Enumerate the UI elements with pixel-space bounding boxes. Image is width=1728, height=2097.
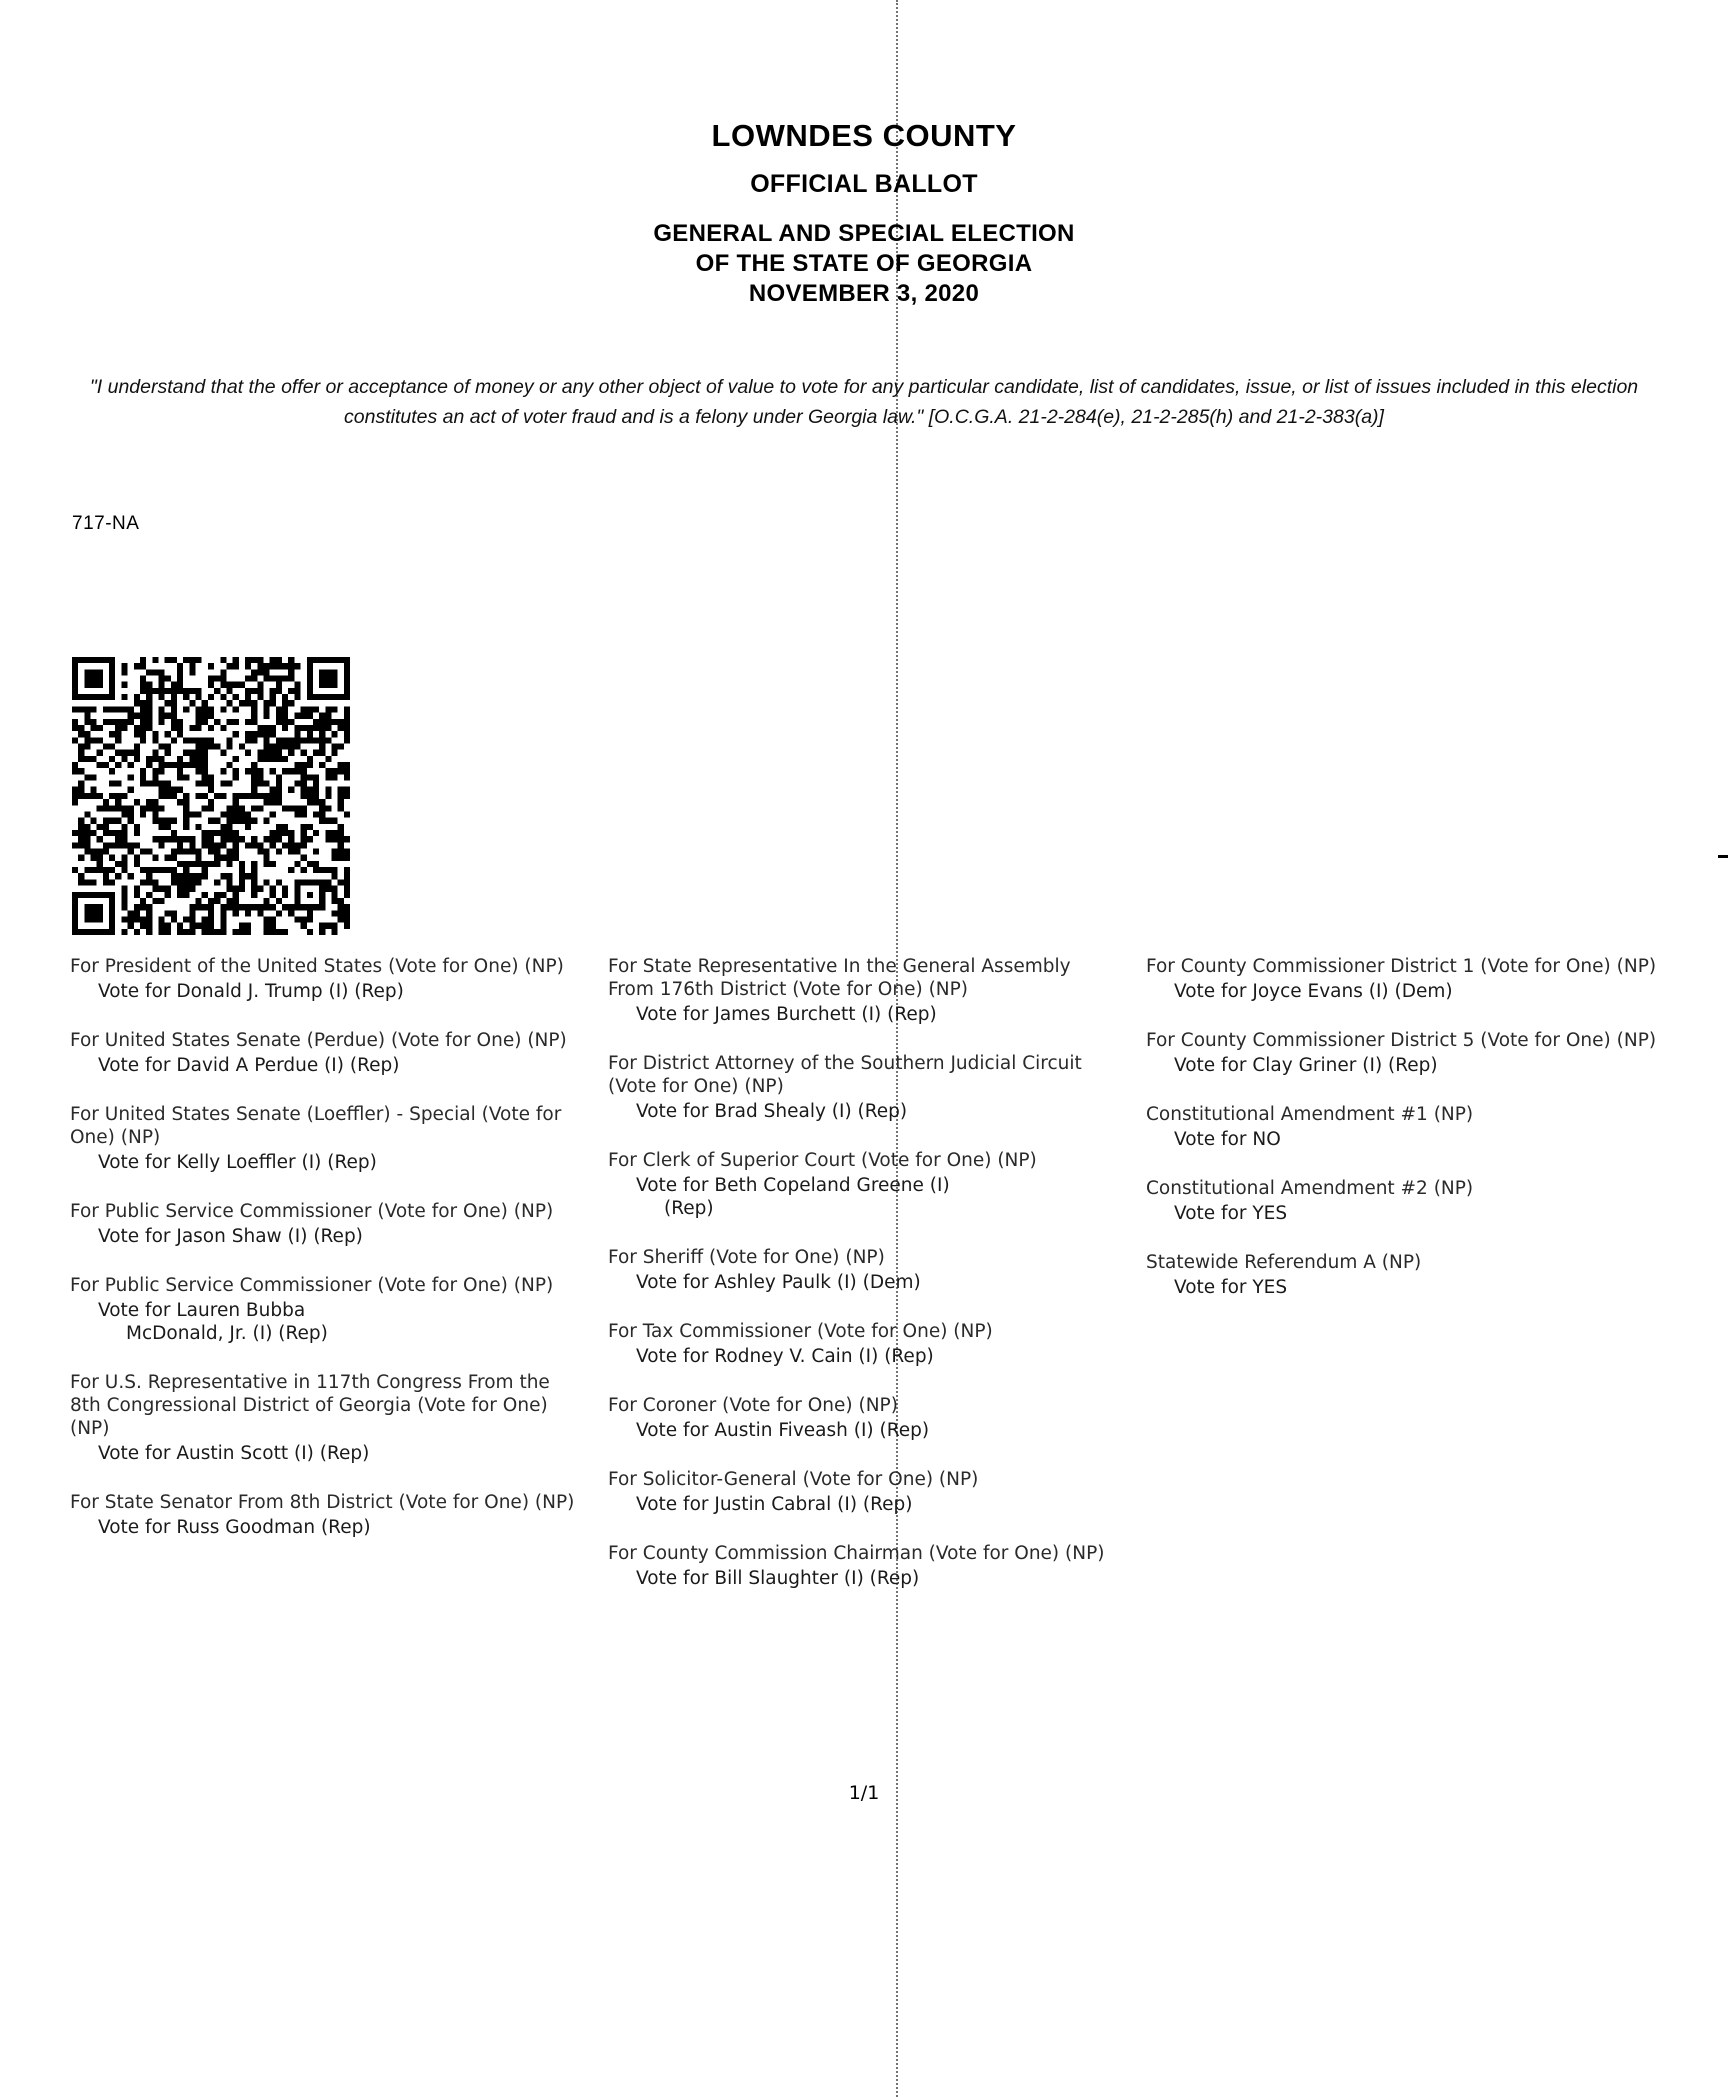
election-title-line-1: GENERAL AND SPECIAL ELECTION	[653, 220, 1075, 247]
contest-title: For Clerk of Superior Court (Vote for One) (NP)	[608, 1150, 1037, 1171]
contest-choice	[70, 1225, 584, 1248]
contest-choice-text: Vote for Kelly Loeffler (I) (Rep)	[98, 1152, 377, 1173]
contest-choice	[1146, 1128, 1660, 1151]
contest-entry	[608, 1394, 1122, 1442]
contest-title: For County Commissioner District 1 (Vote for One) (NP)	[1146, 956, 1657, 977]
contest-choice-text: Vote for James Burchett (I) (Rep)	[636, 1004, 937, 1025]
contest-entry	[608, 1052, 1122, 1123]
contest-entry	[1146, 1251, 1660, 1299]
contest-entry	[608, 1320, 1122, 1368]
contest-title: Constitutional Amendment #1 (NP)	[1146, 1104, 1474, 1125]
contest-choice-text: Vote for Rodney V. Cain (I) (Rep)	[636, 1346, 934, 1367]
contest-choice	[70, 1151, 584, 1174]
selections-column-1	[70, 955, 584, 1616]
contest-choice	[70, 1442, 584, 1465]
contest-entry	[70, 1371, 584, 1465]
selections-column-3	[1146, 955, 1660, 1616]
contest-choice	[70, 1299, 584, 1345]
contest-choice-text: Vote for NO	[1174, 1129, 1281, 1150]
contest-choice-continuation: McDonald, Jr. (I) (Rep)	[126, 1323, 328, 1344]
contest-choice	[70, 1516, 584, 1539]
contest-choice	[608, 1174, 1122, 1220]
contest-title: Constitutional Amendment #2 (NP)	[1146, 1178, 1474, 1199]
contest-entry	[70, 1274, 584, 1345]
selections-column-2	[608, 955, 1122, 1616]
contest-choice-text: Vote for Russ Goodman (Rep)	[98, 1517, 371, 1538]
contest-choice	[1146, 980, 1660, 1003]
voter-oath-text: "I understand that the offer or acceptance of money or any other object of value to vote for any particular candidate, list of candidates, issue, or list of issues included in this election constitutes an act of voter fraud and is a felony under Georgia law." [O.C.G.A. 21-2-284(e), 21-2-285(h) and 21-2-383(a)]	[89, 376, 1639, 428]
qr-code-image	[72, 657, 350, 935]
contest-choice-text: Vote for David A Perdue (I) (Rep)	[98, 1055, 400, 1076]
contest-choice-text: Vote for Donald J. Trump (I) (Rep)	[98, 981, 404, 1002]
contest-title: For President of the United States (Vote for One) (NP)	[70, 956, 564, 977]
contest-choice-text: Vote for Ashley Paulk (I) (Dem)	[636, 1272, 921, 1293]
contest-entry	[70, 1200, 584, 1248]
contest-choice	[608, 1271, 1122, 1294]
contest-choice-text: Vote for Bill Slaughter (I) (Rep)	[636, 1568, 920, 1589]
ballot-qr-code	[72, 657, 350, 935]
contest-entry	[608, 1542, 1122, 1590]
official-ballot-title: OFFICIAL BALLOT	[750, 170, 978, 198]
contest-choice-text: Vote for Lauren Bubba	[98, 1300, 306, 1321]
contest-title: Statewide Referendum A (NP)	[1146, 1252, 1422, 1273]
ballot-header	[0, 118, 1728, 309]
contest-choice-text: Vote for YES	[1174, 1203, 1288, 1224]
contest-entry	[608, 955, 1122, 1026]
contest-title: For Sheriff (Vote for One) (NP)	[608, 1247, 885, 1268]
contest-title: For State Senator From 8th District (Vote for One) (NP)	[70, 1492, 575, 1513]
contest-title: For Public Service Commissioner (Vote for One) (NP)	[70, 1201, 554, 1222]
contest-choice-text: Vote for Brad Shealy (I) (Rep)	[636, 1101, 908, 1122]
contest-title: For United States Senate (Perdue) (Vote for One) (NP)	[70, 1030, 567, 1051]
contest-choice	[608, 1493, 1122, 1516]
contest-entry	[1146, 955, 1660, 1003]
contest-title: For State Representative In the General Assembly From 176th District (Vote for One) (NP)	[608, 956, 1071, 1000]
ballot-style-id: 717-NA	[72, 513, 140, 534]
contest-choice-continuation: (Rep)	[664, 1198, 714, 1219]
contest-entry	[70, 1029, 584, 1077]
contest-title: For Coroner (Vote for One) (NP)	[608, 1395, 898, 1416]
page-number: 1/1	[848, 1782, 880, 1804]
contest-choice	[608, 1419, 1122, 1442]
contest-title: For Tax Commissioner (Vote for One) (NP)	[608, 1321, 993, 1342]
contest-choice-text: Vote for Clay Griner (I) (Rep)	[1174, 1055, 1438, 1076]
contest-choice-text: Vote for Austin Fiveash (I) (Rep)	[636, 1420, 930, 1441]
contest-choice	[608, 1100, 1122, 1123]
contest-entry	[70, 1491, 584, 1539]
contest-entry	[70, 955, 584, 1003]
election-date: NOVEMBER 3, 2020	[748, 280, 980, 307]
contest-choice	[608, 1345, 1122, 1368]
contest-choice	[608, 1003, 1122, 1026]
contest-choice-text: Vote for Justin Cabral (I) (Rep)	[636, 1494, 913, 1515]
contest-entry	[1146, 1103, 1660, 1151]
contest-title: For Public Service Commissioner (Vote for One) (NP)	[70, 1275, 554, 1296]
contest-choice-text: Vote for Beth Copeland Greene (I)	[636, 1175, 950, 1196]
contest-choice-text: Vote for Austin Scott (I) (Rep)	[98, 1443, 370, 1464]
election-title-line-2: OF THE STATE OF GEORGIA	[695, 250, 1033, 277]
contest-choice	[1146, 1054, 1660, 1077]
contest-title: For District Attorney of the Southern Judicial Circuit (Vote for One) (NP)	[608, 1053, 1082, 1097]
contest-choice-text: Vote for Joyce Evans (I) (Dem)	[1174, 981, 1453, 1002]
contest-entry	[1146, 1029, 1660, 1077]
edge-tick-mark	[1718, 855, 1728, 858]
contest-choice	[608, 1567, 1122, 1590]
contest-title: For United States Senate (Loeffler) - Special (Vote for One) (NP)	[70, 1104, 562, 1148]
contest-title: For Solicitor-General (Vote for One) (NP)	[608, 1469, 979, 1490]
county-title: LOWNDES COUNTY	[711, 118, 1017, 153]
selections-columns	[70, 955, 1660, 1616]
contest-choice	[1146, 1276, 1660, 1299]
contest-entry	[608, 1468, 1122, 1516]
contest-entry	[608, 1149, 1122, 1220]
contest-entry	[70, 1103, 584, 1174]
contest-entry	[608, 1246, 1122, 1294]
contest-title: For County Commissioner District 5 (Vote for One) (NP)	[1146, 1030, 1657, 1051]
contest-title: For County Commission Chairman (Vote for One) (NP)	[608, 1543, 1105, 1564]
contest-choice	[70, 980, 584, 1003]
contest-choice	[70, 1054, 584, 1077]
contest-choice-text: Vote for Jason Shaw (I) (Rep)	[98, 1226, 363, 1247]
contest-choice	[1146, 1202, 1660, 1225]
contest-choice-text: Vote for YES	[1174, 1277, 1288, 1298]
contest-title: For U.S. Representative in 117th Congress From the 8th Congressional District of Georgia (Vote for One) (NP)	[70, 1372, 550, 1439]
contest-entry	[1146, 1177, 1660, 1225]
